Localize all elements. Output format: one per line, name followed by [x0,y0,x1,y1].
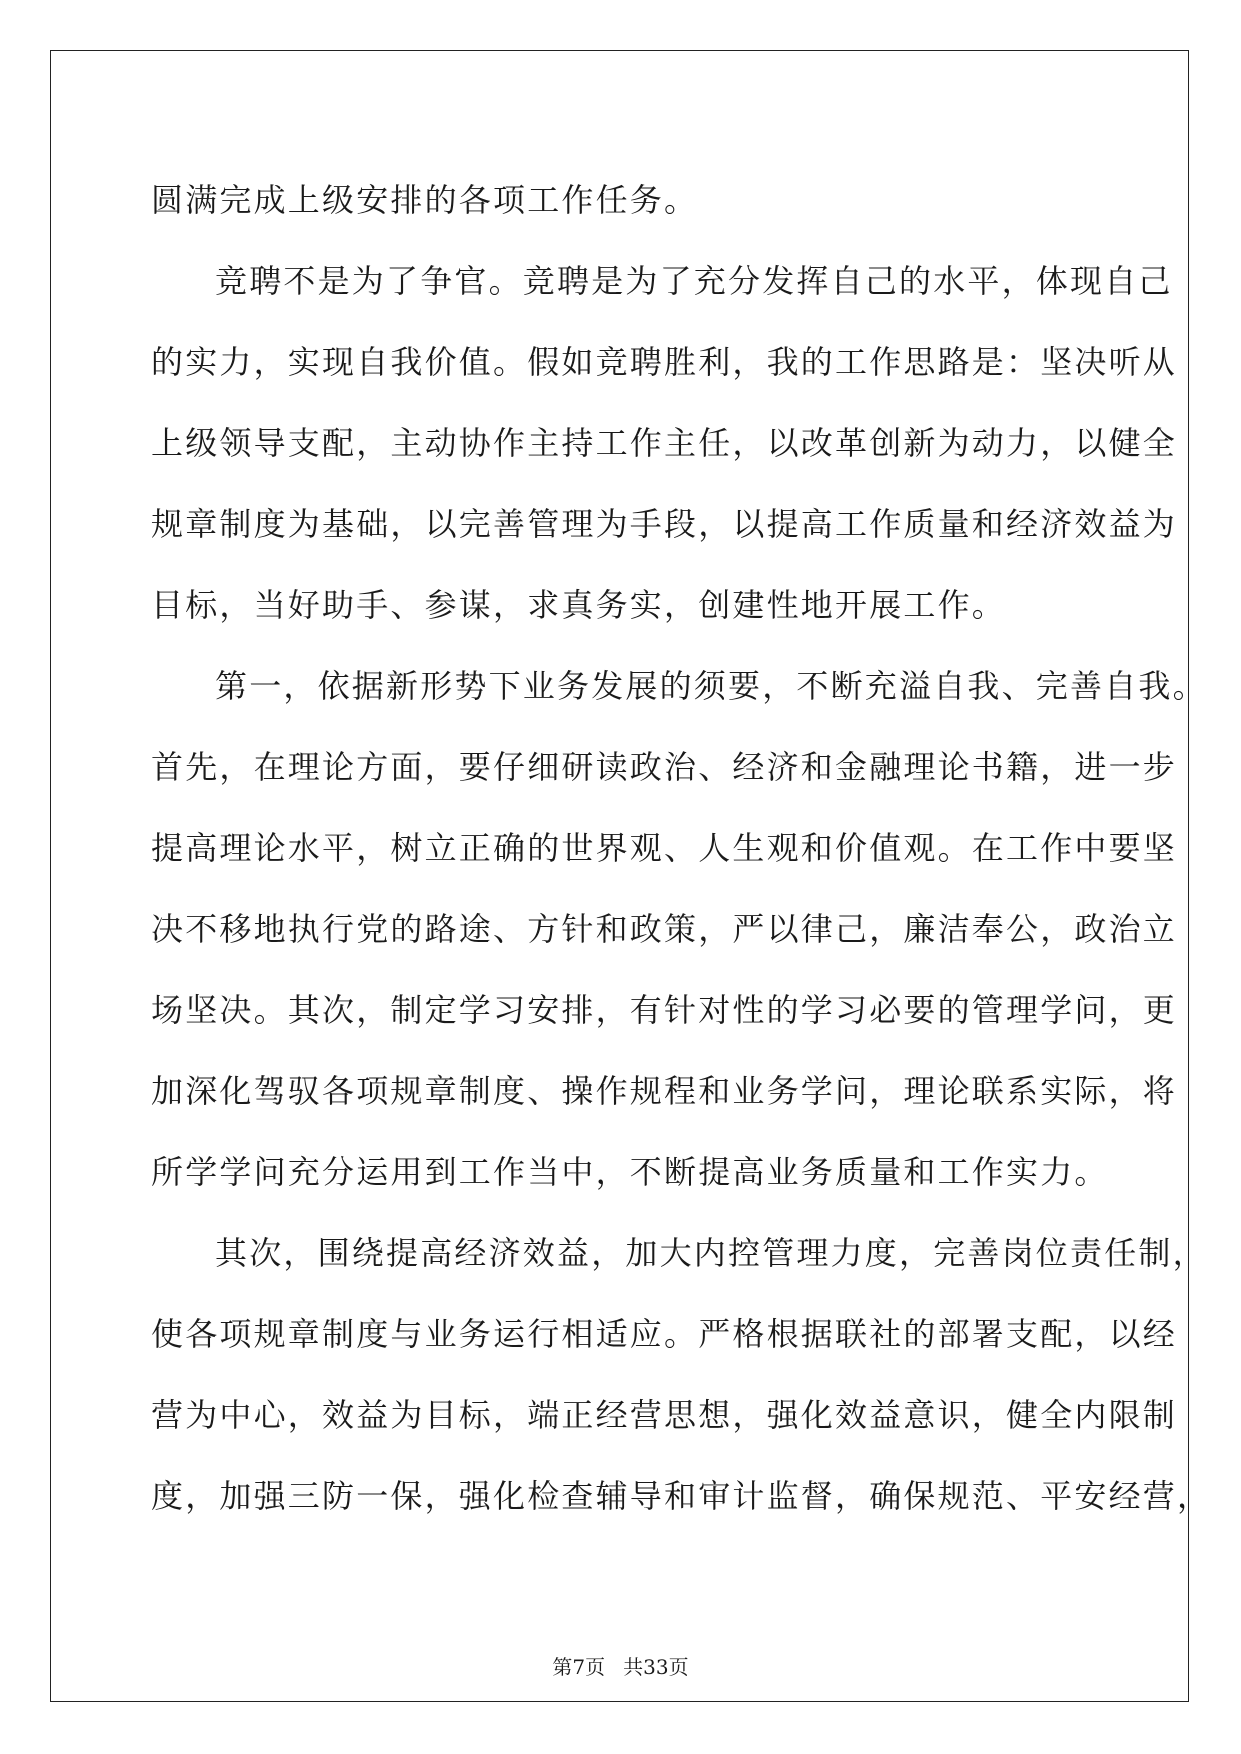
text-line: 的实力，实现自我价值。假如竞聘胜利，我的工作思路是：坚决听从 [151,343,1178,381]
page-total: 共33页 [623,1655,689,1679]
page-footer [0,1655,1241,1679]
text-line: 第一，依据新形势下业务发展的须要，不断充溢自我、完善自我。 [215,667,1207,705]
text-line: 使各项规章制度与业务运行相适应。严格根据联社的部署支配，以经 [151,1315,1178,1353]
page-number: 第7页 [552,1655,606,1679]
text-line: 度，加强三防一保，强化检查辅导和审计监督，确保规范、平安经营， [151,1477,1212,1515]
text-line: 竞聘不是为了争官。竞聘是为了充分发挥自己的水平，体现自己 [215,262,1173,300]
text-line: 加深化驾驭各项规章制度、操作规程和业务学问，理论联系实际，将 [151,1072,1178,1110]
text-line: 决不移地执行党的路途、方针和政策，严以律己，廉洁奉公，政治立 [151,910,1178,948]
document-body [151,160,1212,1537]
text-line: 营为中心，效益为目标，端正经营思想，强化效益意识，健全内限制 [151,1396,1178,1434]
text-line: 首先，在理论方面，要仔细研读政治、经济和金融理论书籍，进一步 [151,748,1178,786]
text-line: 场坚决。其次，制定学习安排，有针对性的学习必要的管理学问，更 [151,991,1178,1029]
text-line: 规章制度为基础，以完善管理为手段，以提高工作质量和经济效益为 [151,505,1178,543]
text-line: 其次，围绕提高经济效益，加大内控管理力度，完善岗位责任制， [215,1234,1207,1272]
text-line: 圆满完成上级安排的各项工作任务。 [151,181,699,219]
text-line: 所学学问充分运用到工作当中，不断提高业务质量和工作实力。 [151,1153,1109,1191]
text-line: 上级领导支配，主动协作主持工作主任，以改革创新为动力，以健全 [151,424,1178,462]
text-line: 目标，当好助手、参谋，求真务实，创建性地开展工作。 [151,586,1007,624]
text-line: 提高理论水平，树立正确的世界观、人生观和价值观。在工作中要坚 [151,829,1178,867]
